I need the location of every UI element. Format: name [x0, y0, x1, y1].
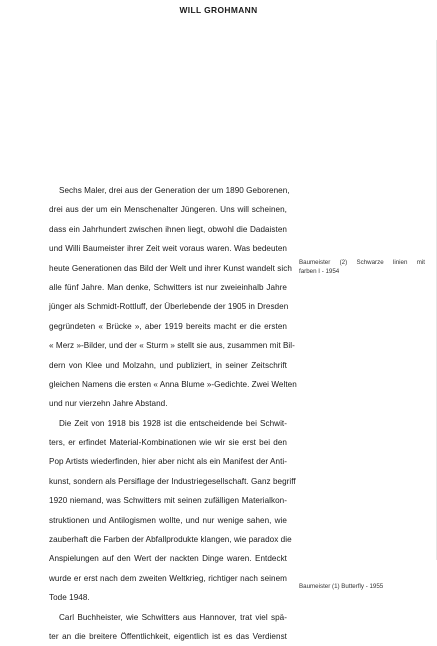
- body-line: 1920 niemand, was Schwitters mit seinen zufälligen Materialkon-: [49, 496, 287, 506]
- body-line: und nur vierzehn Jahre Abstand.: [49, 399, 168, 409]
- body-line: struktionen und Antilogismen wollte, und nur wenige sahen, wie: [49, 515, 287, 525]
- body-line: Sechs Maler, drei aus der Generation der um 1890 Geborenen,: [59, 186, 290, 195]
- body-line: kunst, sondern als Persiflage der Industriegesellschaft. Ganz begriff: [49, 476, 296, 486]
- body-line: heute Generationen das Bild der Welt und ihrer Kunst wandelt sich: [49, 263, 292, 273]
- body-line: ters, er erfindet Material-Kombinationen wie wir sie erst bei den: [49, 438, 287, 448]
- caption-baumeister-1: [299, 582, 425, 591]
- body-line: ter an die breitere Öffentlichkeit, eigentlich ist es das Verdienst: [49, 631, 287, 641]
- body-line: gegründeten « Brücke », aber 1919 bereits macht er die ersten: [49, 321, 287, 331]
- body-line: Anspielungen auf den Wert der nackten Dinge waren. Entdeckt: [49, 554, 287, 564]
- caption-line: Baumeister (1) Butterfly - 1955: [299, 583, 384, 590]
- body-text: [49, 181, 297, 646]
- body-line: alle fünf Jahre. Man denke, Schwitters ist nur zweieinhalb Jahre: [49, 282, 287, 292]
- body-line: gleichen Namens die ersten « Anna Blume »-Gedichte. Zwei Welten: [49, 379, 297, 389]
- body-line: drei aus der um ein Menschenalter Jüngeren. Uns will scheinen,: [49, 205, 287, 215]
- caption-line: farben I - 1954: [299, 268, 340, 275]
- body-line: jünger als Schmidt-Rottluff, der Überlebende der 1905 in Dresden: [49, 302, 289, 312]
- body-line: dern von Klee und Molzahn, und publiziert, in seiner Zeitschrift: [49, 360, 287, 370]
- body-line: Die Zeit von 1918 bis 1928 ist die entscheidende bei Schwit-: [59, 418, 287, 428]
- body-line: dass ein Jahrhundert zwischen ihnen liegt, obwohl die Dadaisten: [49, 224, 287, 234]
- body-line: Pop Artists wiederfinden, hier aber nicht als ein Manifest der Anti-: [49, 457, 287, 467]
- body-line: « Merz »-Bilder, und der « Sturm » stellt sie aus, zusammen mit Bil-: [49, 341, 295, 351]
- page-header-author: WILL GROHMANN: [179, 5, 258, 15]
- caption-baumeister-2: [299, 258, 425, 276]
- body-line: Carl Buchheister, wie Schwitters aus Hannover, trat viel spä-: [59, 612, 287, 622]
- body-line: wurde er erst nach dem zweiten Weltkrieg, richtiger nach seinem: [49, 573, 287, 583]
- body-line: zauberhaft die Farben der Abfallprodukte klangen, wie paradox die: [49, 535, 292, 545]
- caption-line: Baumeister (2) Schwarze linien mit: [299, 259, 425, 266]
- body-line: und Willi Baumeister ihrer Zeit weit voraus waren. Was bedeuten: [49, 244, 287, 254]
- body-line: Tode 1948.: [49, 593, 90, 603]
